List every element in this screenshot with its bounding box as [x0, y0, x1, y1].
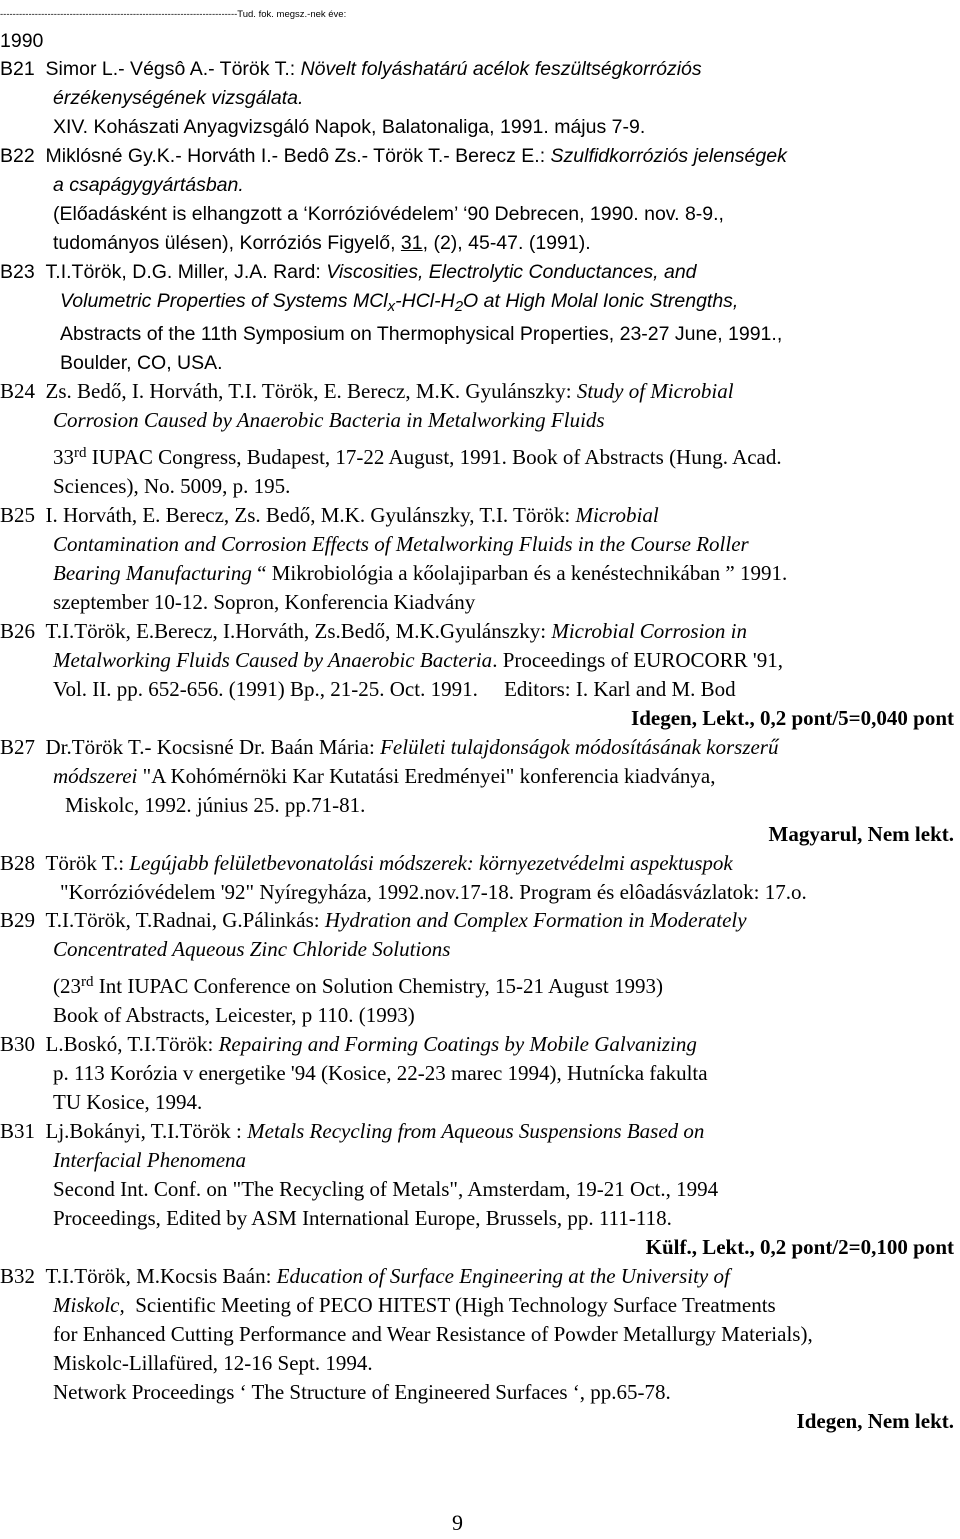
entry-venue: for Enhanced Cutting Performance and Wear Resistance of Powder Metallurgy Materials), — [53, 1322, 813, 1346]
rating-value: , 0,2 pont/2=0,100 pont — [749, 1235, 954, 1259]
header-dashes: --------------------------------------------------------------------------- — [0, 9, 238, 20]
entry-b32-line5 — [53, 1378, 671, 1407]
entry-id: B26 — [0, 619, 36, 643]
entry-b22-line2 — [53, 171, 244, 200]
entry-authors: Lj.Bokányi, T.I.Török : — [45, 1119, 242, 1143]
entry-title: Szulfidkorróziós jelenségek — [550, 145, 787, 167]
entry-authors: I. Horváth, E. Berecz, Zs. Bedő, M.K. Gyulánszky, T.I. Török: — [45, 503, 571, 527]
entry-title: Corrosion Caused by Anaerobic Bacteria in Metalworking Fluids — [53, 408, 605, 432]
entry-b21-line3 — [53, 113, 645, 142]
entry-b26-line2 — [53, 646, 783, 675]
entry-b25-line4 — [53, 588, 475, 617]
entry-venue: Vol. II. pp. 652-656. (1991) Bp., 21-25. Oct. 1991. Editors: I. Karl and M. Bod — [53, 677, 736, 701]
entry-b23-line1 — [0, 258, 697, 287]
entry-id: B25 — [0, 503, 36, 527]
entry-venue: Miskolc, 1992. június 25. pp.71-81. — [65, 793, 366, 817]
entry-b27-line2 — [53, 762, 716, 791]
entry-authors: Zs. Bedő, I. Horváth, T.I. Török, E. Berecz, M.K. Gyulánszky: — [45, 379, 572, 403]
rating-label: Idegen, Lekt. — [631, 706, 750, 730]
entry-title — [60, 290, 739, 315]
entry-title: Növelt folyáshatárú acélok feszültségkorróziós — [300, 58, 702, 80]
entry-b30-line3 — [53, 1088, 202, 1117]
superscript: rd — [81, 974, 94, 990]
entry-title: Miskolc, — [53, 1293, 125, 1317]
entry-venue: tudományos ülésen), Korróziós Figyelő, — [53, 232, 396, 254]
entry-volume: 31 — [400, 232, 423, 254]
entry-b22-line4 — [53, 229, 591, 258]
entry-venue: Miskolc-Lillafüred, 12-16 Sept. 1994. — [53, 1351, 373, 1375]
entry-b32-line1 — [0, 1262, 730, 1291]
entry-b29-line3 — [53, 972, 663, 1001]
entry-title: Concentrated Aqueous Zinc Chloride Solutions — [53, 937, 451, 961]
entry-venue: Book of Abstracts, Leicester, p 110. (1993) — [53, 1003, 415, 1027]
entry-id: B31 — [0, 1119, 36, 1143]
title-part: -HCl-H — [395, 290, 455, 312]
entry-b31-line1 — [0, 1117, 704, 1146]
header-label: Tud. fok. megsz.-nek éve: — [237, 9, 347, 20]
rating-label: Külf., Lekt. — [645, 1235, 750, 1259]
entry-title: Study of Microbial — [576, 379, 734, 403]
entry-authors: T.I.Török, T.Radnai, G.Pálinkás: — [45, 908, 320, 932]
entry-venue: Abstracts of the 11th Symposium on Thermophysical Properties, 23-27 June, 1991., — [60, 323, 783, 345]
entry-authors: Török T.: — [45, 851, 125, 875]
entry-venue: 33 — [53, 445, 74, 469]
entry-title: érzékenységének vizsgálata. — [53, 87, 304, 109]
entry-b29-line2 — [53, 935, 450, 964]
entry-venue: . Proceedings of EUROCORR '91, — [492, 648, 783, 672]
entry-b29-line1 — [0, 906, 747, 935]
entry-title: a csapágygyártásban. — [53, 174, 244, 196]
entry-b28-line1 — [0, 849, 733, 878]
entry-title: Viscosities, Electrolytic Conductances, and — [326, 261, 697, 283]
entry-b31-line2 — [53, 1146, 246, 1175]
entry-title: Repairing and Forming Coatings by Mobile Galvanizing — [218, 1032, 697, 1056]
entry-authors: Miklósné Gy.K.- Horváth I.- Bedô Zs.- Török T.- Berecz E.: — [45, 145, 546, 167]
entry-b25-line1 — [0, 501, 659, 530]
entry-b26-rating — [631, 704, 954, 733]
entry-venue: (Előadásként is elhangzott a ‘Korrózióvédelem’ ‘90 Debrecen, 1990. nov. 8-9., — [53, 203, 724, 225]
title-part: O at High Molal Ionic Strengths, — [463, 290, 739, 312]
entry-b24-line1 — [0, 377, 734, 406]
entry-title: Bearing Manufacturing — [53, 561, 252, 585]
subscript: 2 — [454, 298, 464, 315]
entry-venue: Boulder, CO, USA. — [60, 352, 223, 374]
entry-venue: IUPAC Congress, Budapest, 17-22 August, 1991. Book of Abstracts (Hung. Acad. — [86, 445, 782, 469]
entry-b32-line3 — [53, 1320, 813, 1349]
entry-venue: Scientific Meeting of PECO HITEST (High Technology Surface Treatments — [135, 1293, 776, 1317]
entry-title: Contamination and Corrosion Effects of Metalworking Fluids in the Course Roller — [53, 532, 749, 556]
entry-title: Hydration and Complex Formation in Moderately — [324, 908, 747, 932]
entry-b23-line3 — [60, 320, 782, 349]
entry-b27-line1 — [0, 733, 778, 762]
entry-id: B29 — [0, 908, 36, 932]
entry-b21-line1 — [0, 55, 702, 84]
entry-id: B32 — [0, 1264, 36, 1288]
entry-b28-line2 — [60, 878, 807, 907]
page-header — [0, 2, 960, 28]
header-year — [0, 27, 43, 56]
entry-venue: XIV. Kohászati Anyagvizsgáló Napok, Balatonaliga, 1991. május 7-9. — [53, 116, 646, 138]
entry-title: Education of Surface Engineering at the University of — [276, 1264, 730, 1288]
entry-b23-line4 — [60, 349, 223, 378]
entry-title: Metals Recycling from Aqueous Suspensions Based on — [247, 1119, 705, 1143]
entry-b31-line4 — [53, 1204, 672, 1233]
rating-label: Magyarul, Nem lekt. — [768, 822, 954, 846]
entry-title: Metalworking Fluids Caused by Anaerobic Bacteria — [53, 648, 493, 672]
entry-title: Legújabb felületbevonatolási módszerek: környezetvédelmi aspektuspok — [129, 851, 733, 875]
entry-venue: "Korrózióvédelem '92" Nyíregyháza, 1992.nov.17-18. Program és elôadásvázlatok: 17.o. — [60, 880, 807, 904]
entry-title: módszerei — [53, 764, 138, 788]
entry-venue: Proceedings, Edited by ASM International Europe, Brussels, pp. 111-118. — [53, 1206, 672, 1230]
entry-id: B28 — [0, 851, 36, 875]
entry-b31-rating — [646, 1233, 954, 1262]
entry-authors: T.I.Török, D.G. Miller, J.A. Rard: — [45, 261, 321, 283]
entry-b32-rating — [797, 1407, 954, 1436]
entry-b32-line4 — [53, 1349, 373, 1378]
entry-id: B21 — [0, 58, 35, 80]
entry-b27-rating — [769, 820, 954, 849]
entry-venue: Int IUPAC Conference on Solution Chemistry, 15-21 August 1993) — [93, 974, 664, 998]
entry-title: Microbial Corrosion in — [551, 619, 747, 643]
entry-authors: T.I.Török, E.Berecz, I.Horváth, Zs.Bedő, M.K.Gyulánszky: — [45, 619, 547, 643]
entry-venue: , (2), 45-47. (1991). — [422, 232, 591, 254]
entry-b30-line1 — [0, 1030, 697, 1059]
entry-venue: “ Mikrobiológia a kőolajiparban és a kenéstechnikában ” 1991. — [257, 561, 788, 585]
entry-b27-line3 — [65, 791, 365, 820]
entry-b29-line4 — [53, 1001, 415, 1030]
header-year-value: 1990 — [0, 30, 44, 52]
entry-b32-line2 — [53, 1291, 776, 1320]
entry-venue: Second Int. Conf. on "The Recycling of Metals", Amsterdam, 19-21 Oct., 1994 — [53, 1177, 719, 1201]
entry-b22-line3 — [53, 200, 724, 229]
entry-authors: L.Boskó, T.I.Török: — [45, 1032, 214, 1056]
entry-venue: TU Kosice, 1994. — [53, 1090, 203, 1114]
rating-label: Idegen, Nem lekt. — [796, 1409, 954, 1433]
entry-venue: szeptember 10-12. Sopron, Konferencia Kiadvány — [53, 590, 476, 614]
entry-authors: Dr.Török T.- Kocsisné Dr. Baán Mária: — [45, 735, 375, 759]
entry-venue: (23 — [53, 974, 81, 998]
entry-b24-line2 — [53, 406, 605, 435]
entry-b24-line3 — [53, 443, 782, 472]
entry-b26-line1 — [0, 617, 747, 646]
entry-title: Felületi tulajdonságok módosításának korszerű — [380, 735, 779, 759]
entry-id: B23 — [0, 261, 35, 283]
entry-b25-line2 — [53, 530, 749, 559]
entry-b30-line2 — [53, 1059, 708, 1088]
entry-venue: Sciences), No. 5009, p. 195. — [53, 474, 291, 498]
entry-b25-line3 — [53, 559, 787, 588]
entry-authors: T.I.Török, M.Kocsis Baán: — [45, 1264, 272, 1288]
entry-b26-line3 — [53, 675, 736, 704]
entry-authors: Simor L.- Végsô A.- Török T.: — [45, 58, 296, 80]
entry-id: B27 — [0, 735, 36, 759]
entry-b31-line3 — [53, 1175, 718, 1204]
entry-b24-line4 — [53, 472, 290, 501]
entry-venue: p. 113 Korózia v energetike '94 (Kosice, 22-23 marec 1994), Hutnícka fakulta — [53, 1061, 708, 1085]
entry-b23-line2 — [60, 287, 738, 316]
entry-id: B30 — [0, 1032, 36, 1056]
superscript: rd — [74, 445, 87, 461]
page-number: 9 — [452, 1510, 463, 1535]
entry-id: B22 — [0, 145, 35, 167]
entry-id: B24 — [0, 379, 36, 403]
rating-value: , 0,2 pont/5=0,040 pont — [749, 706, 954, 730]
entry-title: Interfacial Phenomena — [53, 1148, 247, 1172]
entry-b21-line2 — [53, 84, 303, 113]
subscript: x — [387, 298, 396, 315]
entry-venue: Network Proceedings ‘ The Structure of Engineered Surfaces ‘, pp.65-78. — [53, 1380, 671, 1404]
entry-b22-line1 — [0, 142, 787, 171]
entry-venue: "A Kohómérnöki Kar Kutatási Eredményei" konferencia kiadványa, — [142, 764, 716, 788]
title-part: Volumetric Properties of Systems MCl — [60, 290, 388, 312]
entry-title: Microbial — [575, 503, 659, 527]
